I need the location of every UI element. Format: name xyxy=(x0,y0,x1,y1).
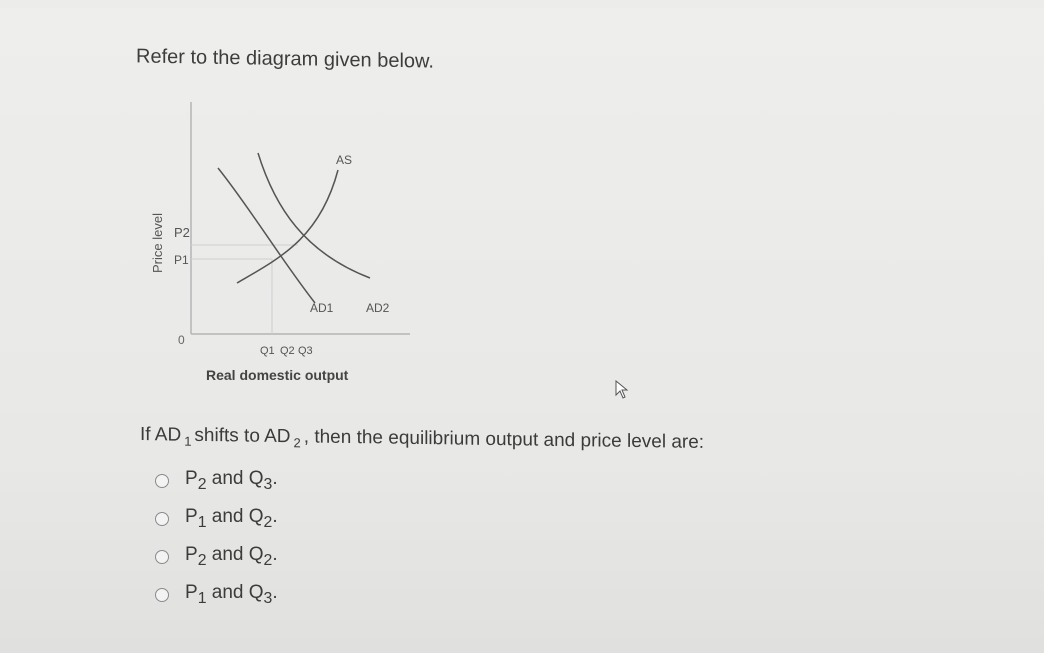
radio-circle-icon[interactable] xyxy=(155,512,169,526)
q2-label: Q2 xyxy=(280,345,295,357)
q1-label: Q1 xyxy=(260,345,275,357)
question-text xyxy=(140,424,704,454)
mouse-pointer-icon xyxy=(615,380,629,400)
ad1-curve xyxy=(218,168,315,303)
economics-diagram xyxy=(140,98,430,398)
as-label: AS xyxy=(336,153,353,167)
question-part1: If AD xyxy=(140,424,182,446)
question-part3: , then the equilibrium output and price level are: xyxy=(303,426,705,453)
radio-circle-icon[interactable] xyxy=(155,588,169,602)
x-axis-label: Real domestic output xyxy=(206,367,349,383)
question-sub1: 1 xyxy=(184,433,192,449)
p2-label: P2 xyxy=(174,225,190,240)
option-p2-q3[interactable] xyxy=(155,462,278,500)
prompt-text: Refer to the diagram given below. xyxy=(136,45,434,73)
question-part2: shifts to AD xyxy=(194,424,291,448)
option-label: $P_2$ and $Q_2$. xyxy=(185,544,278,569)
radio-circle-icon[interactable] xyxy=(155,550,169,564)
option-label: $P_1$ and $Q_3$. xyxy=(185,582,278,607)
option-p2-q2[interactable] xyxy=(155,538,278,576)
question-sub2: 2 xyxy=(293,435,301,451)
ad1-label: AD1 xyxy=(310,301,334,315)
option-p1-q2[interactable] xyxy=(155,500,278,538)
origin-label: 0 xyxy=(178,333,185,347)
q3-label: Q3 xyxy=(298,345,313,357)
y-axis-label: Price level xyxy=(150,213,165,273)
option-p1-q3[interactable] xyxy=(155,576,278,614)
answer-options xyxy=(155,462,278,614)
option-label: $P_2$ and $Q_3$. xyxy=(185,468,278,493)
option-label: $P_1$ and $Q_2$. xyxy=(185,506,278,531)
radio-circle-icon[interactable] xyxy=(155,474,169,488)
question-card xyxy=(0,8,1044,653)
p1-label: P1 xyxy=(174,253,189,267)
ad2-label: AD2 xyxy=(366,301,390,315)
